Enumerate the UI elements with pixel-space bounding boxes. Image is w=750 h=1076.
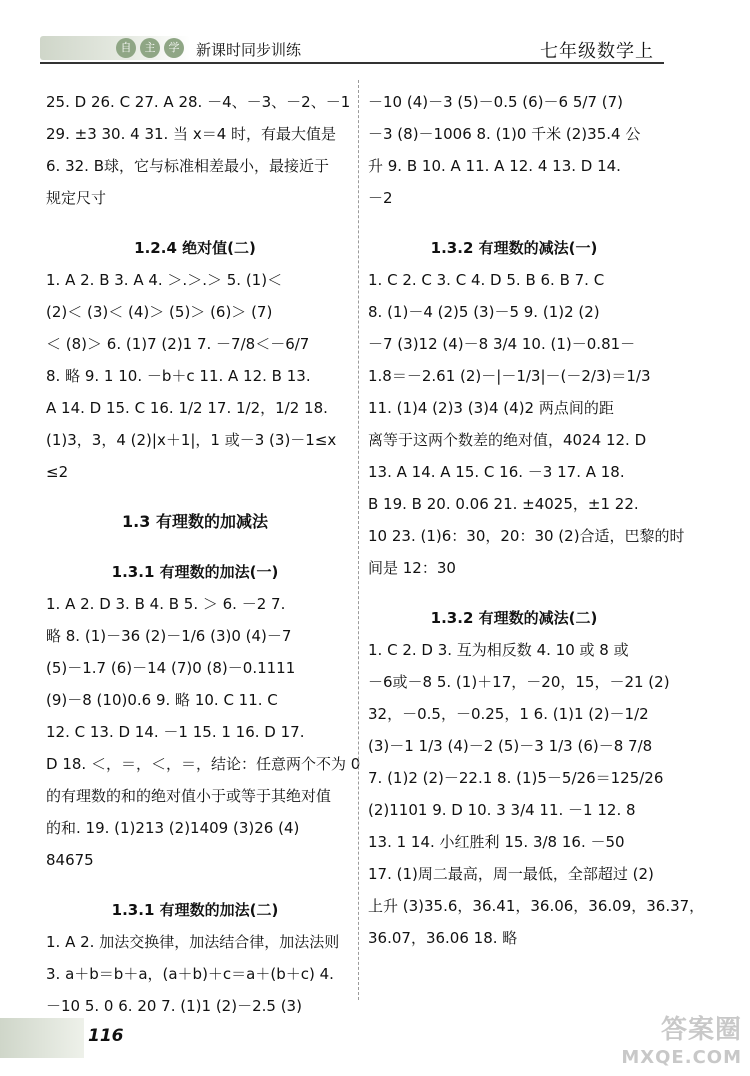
section-gap: [368, 584, 660, 602]
section-heading: 1.3 有理数的加减法: [122, 512, 268, 531]
answer-line: －2: [368, 189, 393, 207]
answer-line: ≤2: [46, 463, 69, 481]
section-gap: [46, 488, 344, 506]
answer-line: 3. a＋b＝b＋a，(a＋b)＋c＝a＋(b＋c) 4.: [46, 965, 334, 983]
answer-line: －10 5. 0 6. 20 7. (1)1 (2)－2.5 (3): [46, 997, 302, 1015]
header-rule: [40, 62, 664, 64]
answer-line: 17. (1)周二最高，周一最低，全部超过 (2): [368, 865, 654, 883]
section-gap: [368, 214, 660, 232]
series-title: 新课时同步训练: [196, 41, 302, 59]
answer-line: 10 23. (1)6：30，20：30 (2)合适，巴黎的时: [368, 527, 685, 545]
answer-line: 1.8＝－2.61 (2)－|－1/3|－(－2/3)＝1/3: [368, 367, 651, 385]
section-gap: [46, 214, 344, 232]
section-heading: 1.2.4 绝对值(二): [134, 239, 256, 257]
answer-line: 7. (1)2 (2)－22.1 8. (1)5－5/26＝125/26: [368, 769, 664, 787]
answer-line: 规定尺寸: [46, 189, 107, 207]
logo-char-1: 自: [116, 38, 136, 58]
answer-line: 6. 32. B球，它与标准相差最小，最接近于: [46, 157, 329, 175]
answer-line: 36.07，36.06 18. 略: [368, 929, 518, 947]
answer-line: 上升 (3)35.6，36.41，36.06，36.09，36.37，: [368, 897, 705, 915]
answer-column-right: [368, 86, 705, 954]
answer-line: 间是 12：30: [368, 559, 456, 577]
answer-line: 25. D 26. C 27. A 28. －4、－3、－2、－1: [46, 93, 351, 111]
answer-line: ＜ (8)＞ 6. (1)7 (2)1 7. －7/8＜－6/7: [46, 335, 310, 353]
watermark: [621, 1016, 742, 1072]
answer-line: (1)3，3，4 (2)|x＋1|，1 或－3 (3)－1≤x: [46, 431, 337, 449]
answer-line: D 18. ＜，＝，＜，＝，结论：任意两个不为 0: [46, 755, 361, 773]
answer-line: (2)＜ (3)＜ (4)＞ (5)＞ (6)＞ (7): [46, 303, 273, 321]
answer-column-left: [46, 86, 361, 1022]
page-number: 116: [88, 1026, 124, 1046]
answer-line: 32，－0.5，－0.25，1 6. (1)1 (2)－1/2: [368, 705, 649, 723]
section-heading: 1.3.1 有理数的加法(二): [111, 901, 279, 919]
answer-line: 8. (1)－4 (2)5 (3)－5 9. (1)2 (2): [368, 303, 600, 321]
answer-line: 84675: [46, 851, 94, 869]
answer-line: 的有理数的和的绝对值小于或等于其绝对值: [46, 787, 332, 805]
section-heading: 1.3.2 有理数的减法(二): [430, 609, 598, 627]
header-logo: [40, 36, 190, 60]
answer-line: 13. 1 14. 小红胜利 15. 3/8 16. －50: [368, 833, 625, 851]
answer-line: 1. A 2. B 3. A 4. ＞.＞.＞ 5. (1)＜: [46, 271, 283, 289]
column-divider: [358, 80, 359, 1000]
answer-line: (2)1101 9. D 10. 3 3/4 11. －1 12. 8: [368, 801, 636, 819]
answer-line: －10 (4)－3 (5)－0.5 (6)－6 5/7 (7): [368, 93, 624, 111]
answer-line: －3 (8)－1006 8. (1)0 千米 (2)35.4 公: [368, 125, 641, 143]
answer-line: 略 8. (1)－36 (2)－1/6 (3)0 (4)－7: [46, 627, 292, 645]
watermark-title: 答案圈: [660, 1015, 742, 1045]
answer-line: －6或－8 5. (1)＋17，－20，15，－21 (2): [368, 673, 670, 691]
section-heading: 1.3.2 有理数的减法(一): [430, 239, 598, 257]
logo-char-2: 主: [140, 38, 160, 58]
section-gap: [46, 538, 344, 556]
answer-line: 11. (1)4 (2)3 (3)4 (4)2 两点间的距: [368, 399, 614, 417]
answer-line: 8. 略 9. 1 10. －b＋c 11. A 12. B 13.: [46, 367, 311, 385]
answer-line: (9)－8 (10)0.6 9. 略 10. C 11. C: [46, 691, 278, 709]
answer-line: 的和. 19. (1)213 (2)1409 (3)26 (4): [46, 819, 300, 837]
answer-line: 13. A 14. A 15. C 16. －3 17. A 18.: [368, 463, 625, 481]
grade-subject-title: 七年级数学上: [540, 41, 654, 62]
logo-char-3: 学: [164, 38, 184, 58]
answer-line: 1. A 2. D 3. B 4. B 5. ＞ 6. －2 7.: [46, 595, 286, 613]
answer-line: 1. A 2. 加法交换律，加法结合律，加法法则: [46, 933, 340, 951]
answer-line: 离等于这两个数差的绝对值，4024 12. D: [368, 431, 647, 449]
answer-line: A 14. D 15. C 16. 1/2 17. 1/2，1/2 18.: [46, 399, 328, 417]
watermark-url: MXQE.COM: [621, 1047, 742, 1068]
answer-line: (3)－1 1/3 (4)－2 (5)－3 1/3 (6)－8 7/8: [368, 737, 653, 755]
corner-decoration: [0, 1018, 84, 1058]
answer-line: 12. C 13. D 14. －1 15. 1 16. D 17.: [46, 723, 305, 741]
section-gap: [46, 876, 344, 894]
answer-line: 1. C 2. D 3. 互为相反数 4. 10 或 8 或: [368, 641, 629, 659]
answer-line: B 19. B 20. 0.06 21. ±4025，±1 22.: [368, 495, 639, 513]
answer-line: 29. ±3 30. 4 31. 当 x＝4 时，有最大值是: [46, 125, 337, 143]
answer-line: －7 (3)12 (4)－8 3/4 10. (1)－0.81－: [368, 335, 636, 353]
section-heading: 1.3.1 有理数的加法(一): [111, 563, 279, 581]
answer-line: (5)－1.7 (6)－14 (7)0 (8)－0.1111: [46, 659, 296, 677]
answer-line: 升 9. B 10. A 11. A 12. 4 13. D 14.: [368, 157, 621, 175]
answer-line: 1. C 2. C 3. C 4. D 5. B 6. B 7. C: [368, 271, 605, 289]
